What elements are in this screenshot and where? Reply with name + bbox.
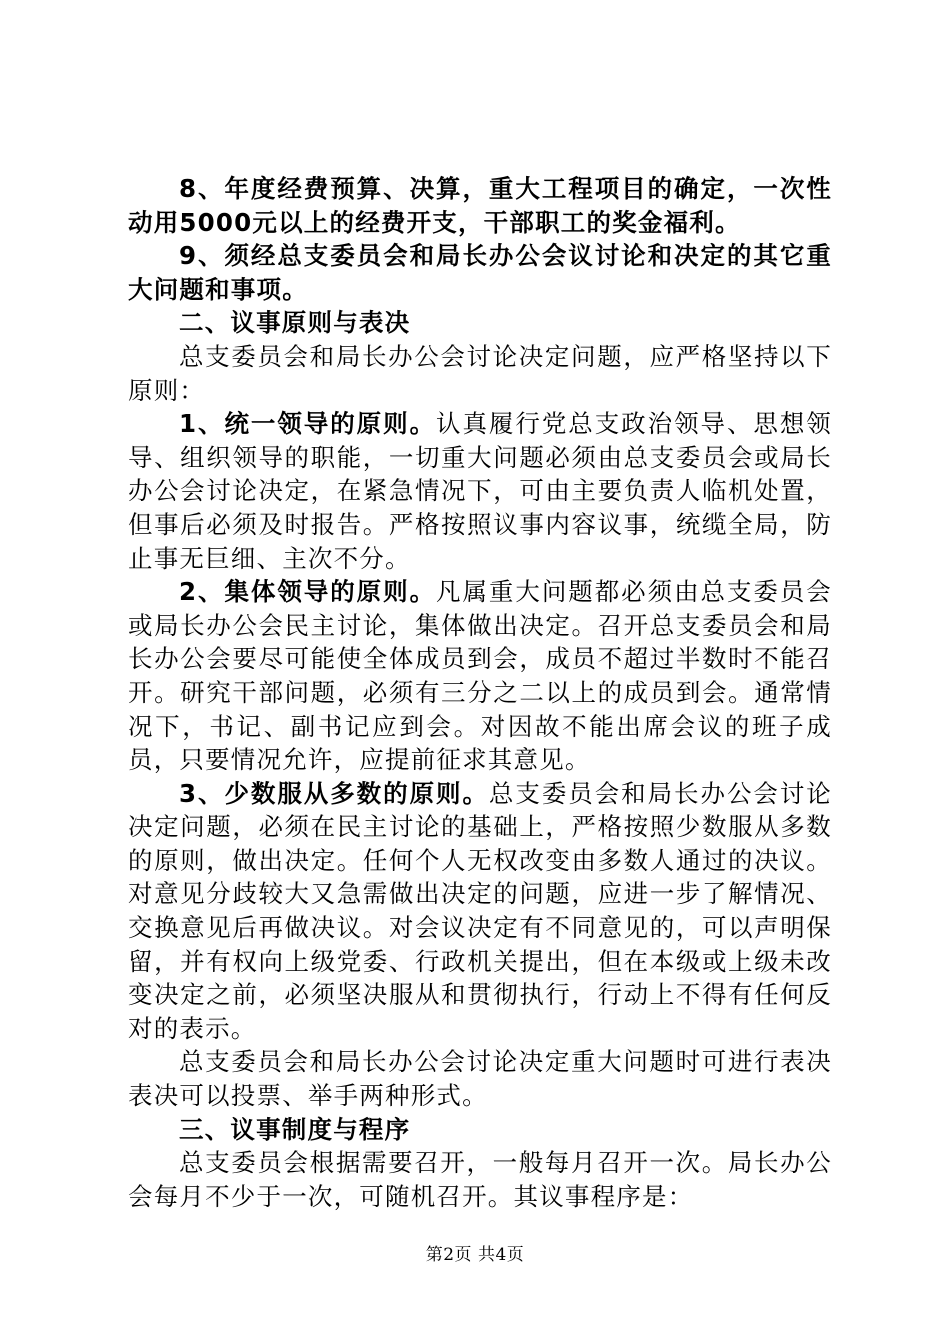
- paragraph-meeting-schedule: [128, 1146, 832, 1213]
- paragraph-principle-3: [128, 777, 832, 1046]
- section-heading-3: [128, 1113, 832, 1147]
- paragraph-text: 凡属重大问题都必须由总支委员会或局长办公会民主讨论，集体做出决定。召开总支委员会和局长办公会要尽可能使全体成员到会，成员不超过半数时不能召开。研究干部问题，必须有三分之二以上的成员到会。通常情况下，书记、副书记应到会。对因故不能出席会议的班子成员，只要情况允许，应提前征求其意见。: [128, 577, 833, 775]
- principle-title: 1、统一领导的原则。: [179, 409, 437, 439]
- paragraph-item-8: [128, 172, 832, 239]
- heading-text: 二、议事原则与表决: [179, 308, 411, 338]
- paragraph-text: 总支委员会和局长办公会讨论决定问题，应严格坚持以下原则：: [128, 341, 832, 405]
- paragraph-item-9: [128, 239, 832, 306]
- paragraph-principle-2: [128, 575, 832, 777]
- paragraph-text: 9、须经总支委员会和局长办公会议讨论和决定的其它重大问题和事项。: [128, 241, 832, 304]
- paragraph-intro-principles: [128, 340, 832, 407]
- section-heading-2: [128, 306, 832, 340]
- page-number-footer: 第2页 共4页: [425, 1245, 525, 1265]
- paragraph-text: 认真履行党总支政治领导、思想领导、组织领导的职能，一切重大问题必须由总支委员会或局长办公会讨论决定，在紧急情况下，可由主要负责人临机处置，但事后必须及时报告。严格按照议事内容议事，统缆全局，防止事无巨细、主次不分。: [128, 409, 833, 573]
- paragraph-text: 总支委员会根据需要召开，一般每月召开一次。局长办公会每月不少于一次，可随机召开。其议事程序是：: [128, 1148, 832, 1211]
- paragraph-text: 总支委员会和局长办公会讨论决定重大问题时可进行表决表决可以投票、举手两种形式。: [128, 1047, 832, 1111]
- paragraph-text: 8、年度经费预算、决算，重大工程项目的确定，一次性动用5000元以上的经费开支，干部职工的奖金福利。: [128, 174, 832, 237]
- paragraph-principle-1: [128, 407, 832, 575]
- paragraph-text: 总支委员会和局长办公会讨论决定问题，必须在民主讨论的基础上，严格按照少数服从多数的原则，做出决定。任何个人无权改变由多数人通过的决议。对意见分歧较大又急需做出决定的问题，应进一步了解情况、交换意见后再做决议。对会议决定有不同意见的，可以声明保留，并有权向上级党委、行政机关提出，但在本级或上级未改变决定之前，必须坚决服从和贯彻执行，行动上不得有任何反对的表示。: [128, 778, 832, 1043]
- document-body: [128, 172, 832, 1213]
- principle-title: 2、集体领导的原则。: [179, 577, 437, 607]
- principle-title: 3、少数服从多数的原则。: [179, 778, 489, 808]
- heading-text: 三、议事制度与程序: [179, 1114, 411, 1144]
- paragraph-voting: [128, 1045, 832, 1112]
